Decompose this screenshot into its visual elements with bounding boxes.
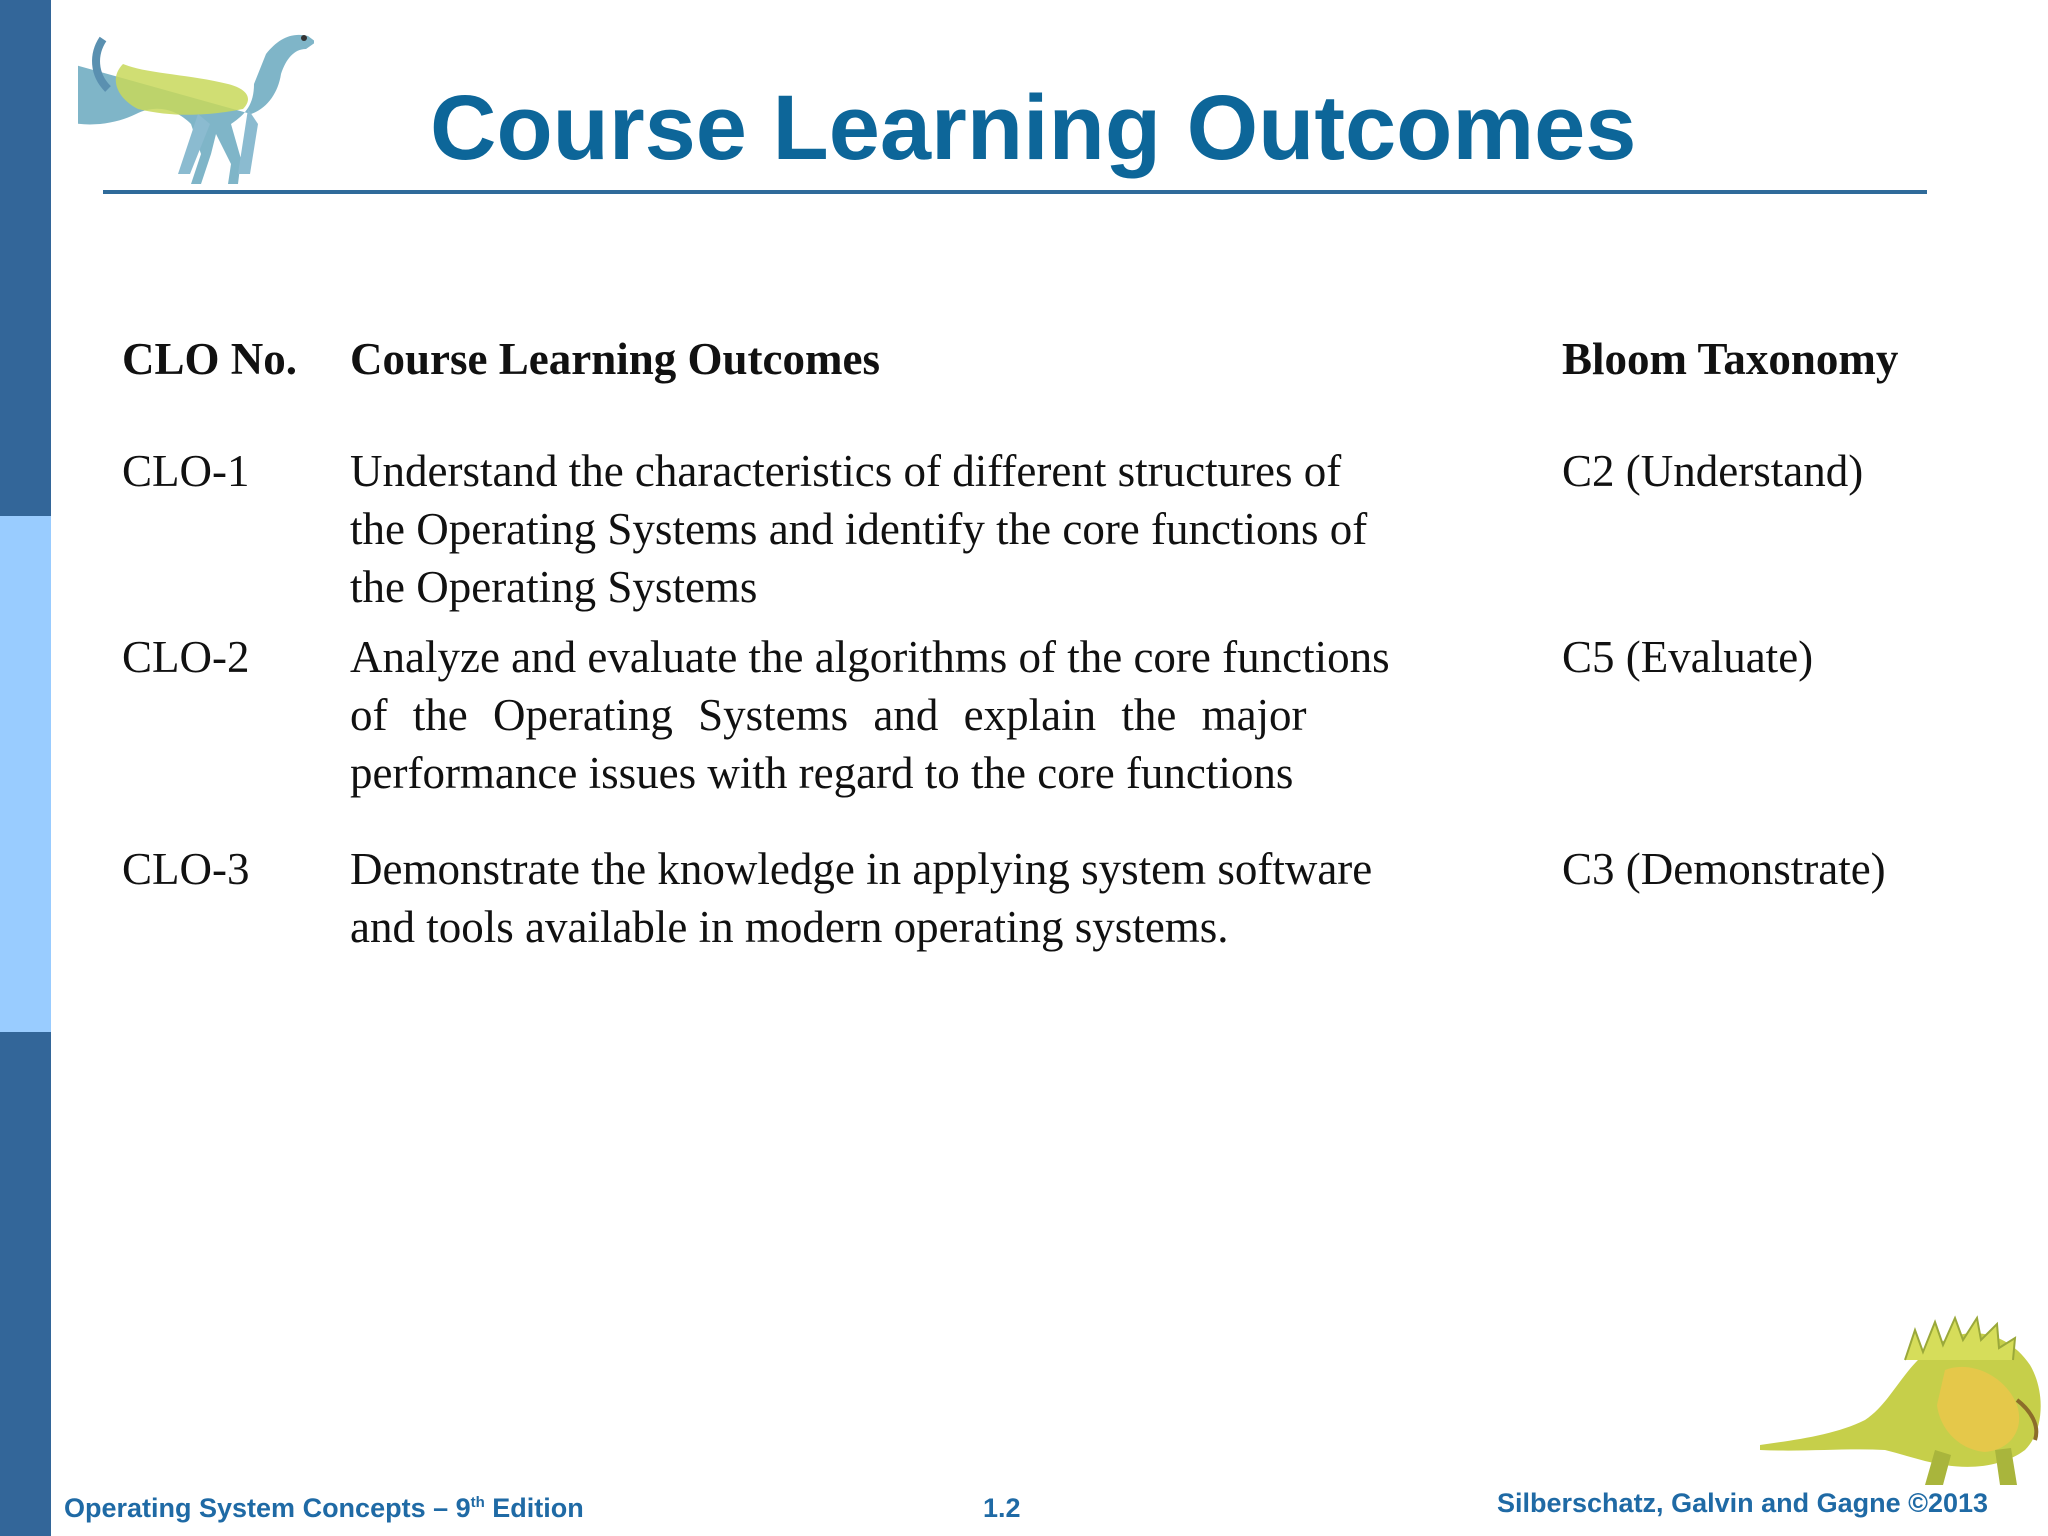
- dinosaur-bottom-right-icon: [1755, 1290, 2048, 1490]
- page-title: Course Learning Outcomes: [430, 77, 1637, 179]
- description-line: Demonstrate the knowledge in applying system software: [350, 844, 1373, 894]
- clo-id: CLO-1: [122, 446, 250, 496]
- footer-book-title-suffix: Edition: [484, 1493, 584, 1523]
- clo-description: [350, 628, 1650, 802]
- bloom-level: C2 (Understand): [1562, 446, 1864, 496]
- clo-description: [350, 840, 1650, 956]
- description-line: and tools available in modern operating systems.: [350, 902, 1229, 952]
- header-bloom: Bloom Taxonomy: [1562, 334, 1899, 384]
- footer-book-title-sup: th: [470, 1494, 485, 1511]
- description-line: the Operating Systems and identify the core functions of: [350, 504, 1368, 554]
- footer-page-number: 1.2: [983, 1493, 1021, 1523]
- bloom-level: C3 (Demonstrate): [1562, 844, 1886, 894]
- clo-id: CLO-2: [122, 632, 250, 682]
- description-line: of the Operating Systems and explain the major: [350, 690, 1307, 740]
- description-line: Analyze and evaluate the algorithms of the core functions: [350, 632, 1390, 682]
- footer-book-title-prefix: Operating System Concepts – 9: [64, 1493, 471, 1523]
- header-clo-no: CLO No.: [122, 334, 298, 384]
- footer-authors: Silberschatz, Galvin and Gagne ©2013: [1497, 1488, 1989, 1518]
- sidebar-band-top: [0, 0, 51, 516]
- sidebar-band-bottom: [0, 1032, 51, 1536]
- description-line: Understand the characteristics of different structures of: [350, 446, 1342, 496]
- bloom-level: C5 (Evaluate): [1562, 632, 1814, 682]
- clo-description: [350, 442, 1650, 616]
- header-outcomes: Course Learning Outcomes: [350, 334, 880, 384]
- dinosaur-top-left-icon: [78, 14, 314, 192]
- sidebar-band-middle: [0, 516, 51, 1032]
- title-divider: [103, 190, 1927, 194]
- description-line: the Operating Systems: [350, 562, 758, 612]
- clo-id: CLO-3: [122, 844, 250, 894]
- footer-book-title: [64, 1493, 584, 1524]
- description-line: performance issues with regard to the core functions: [350, 748, 1294, 798]
